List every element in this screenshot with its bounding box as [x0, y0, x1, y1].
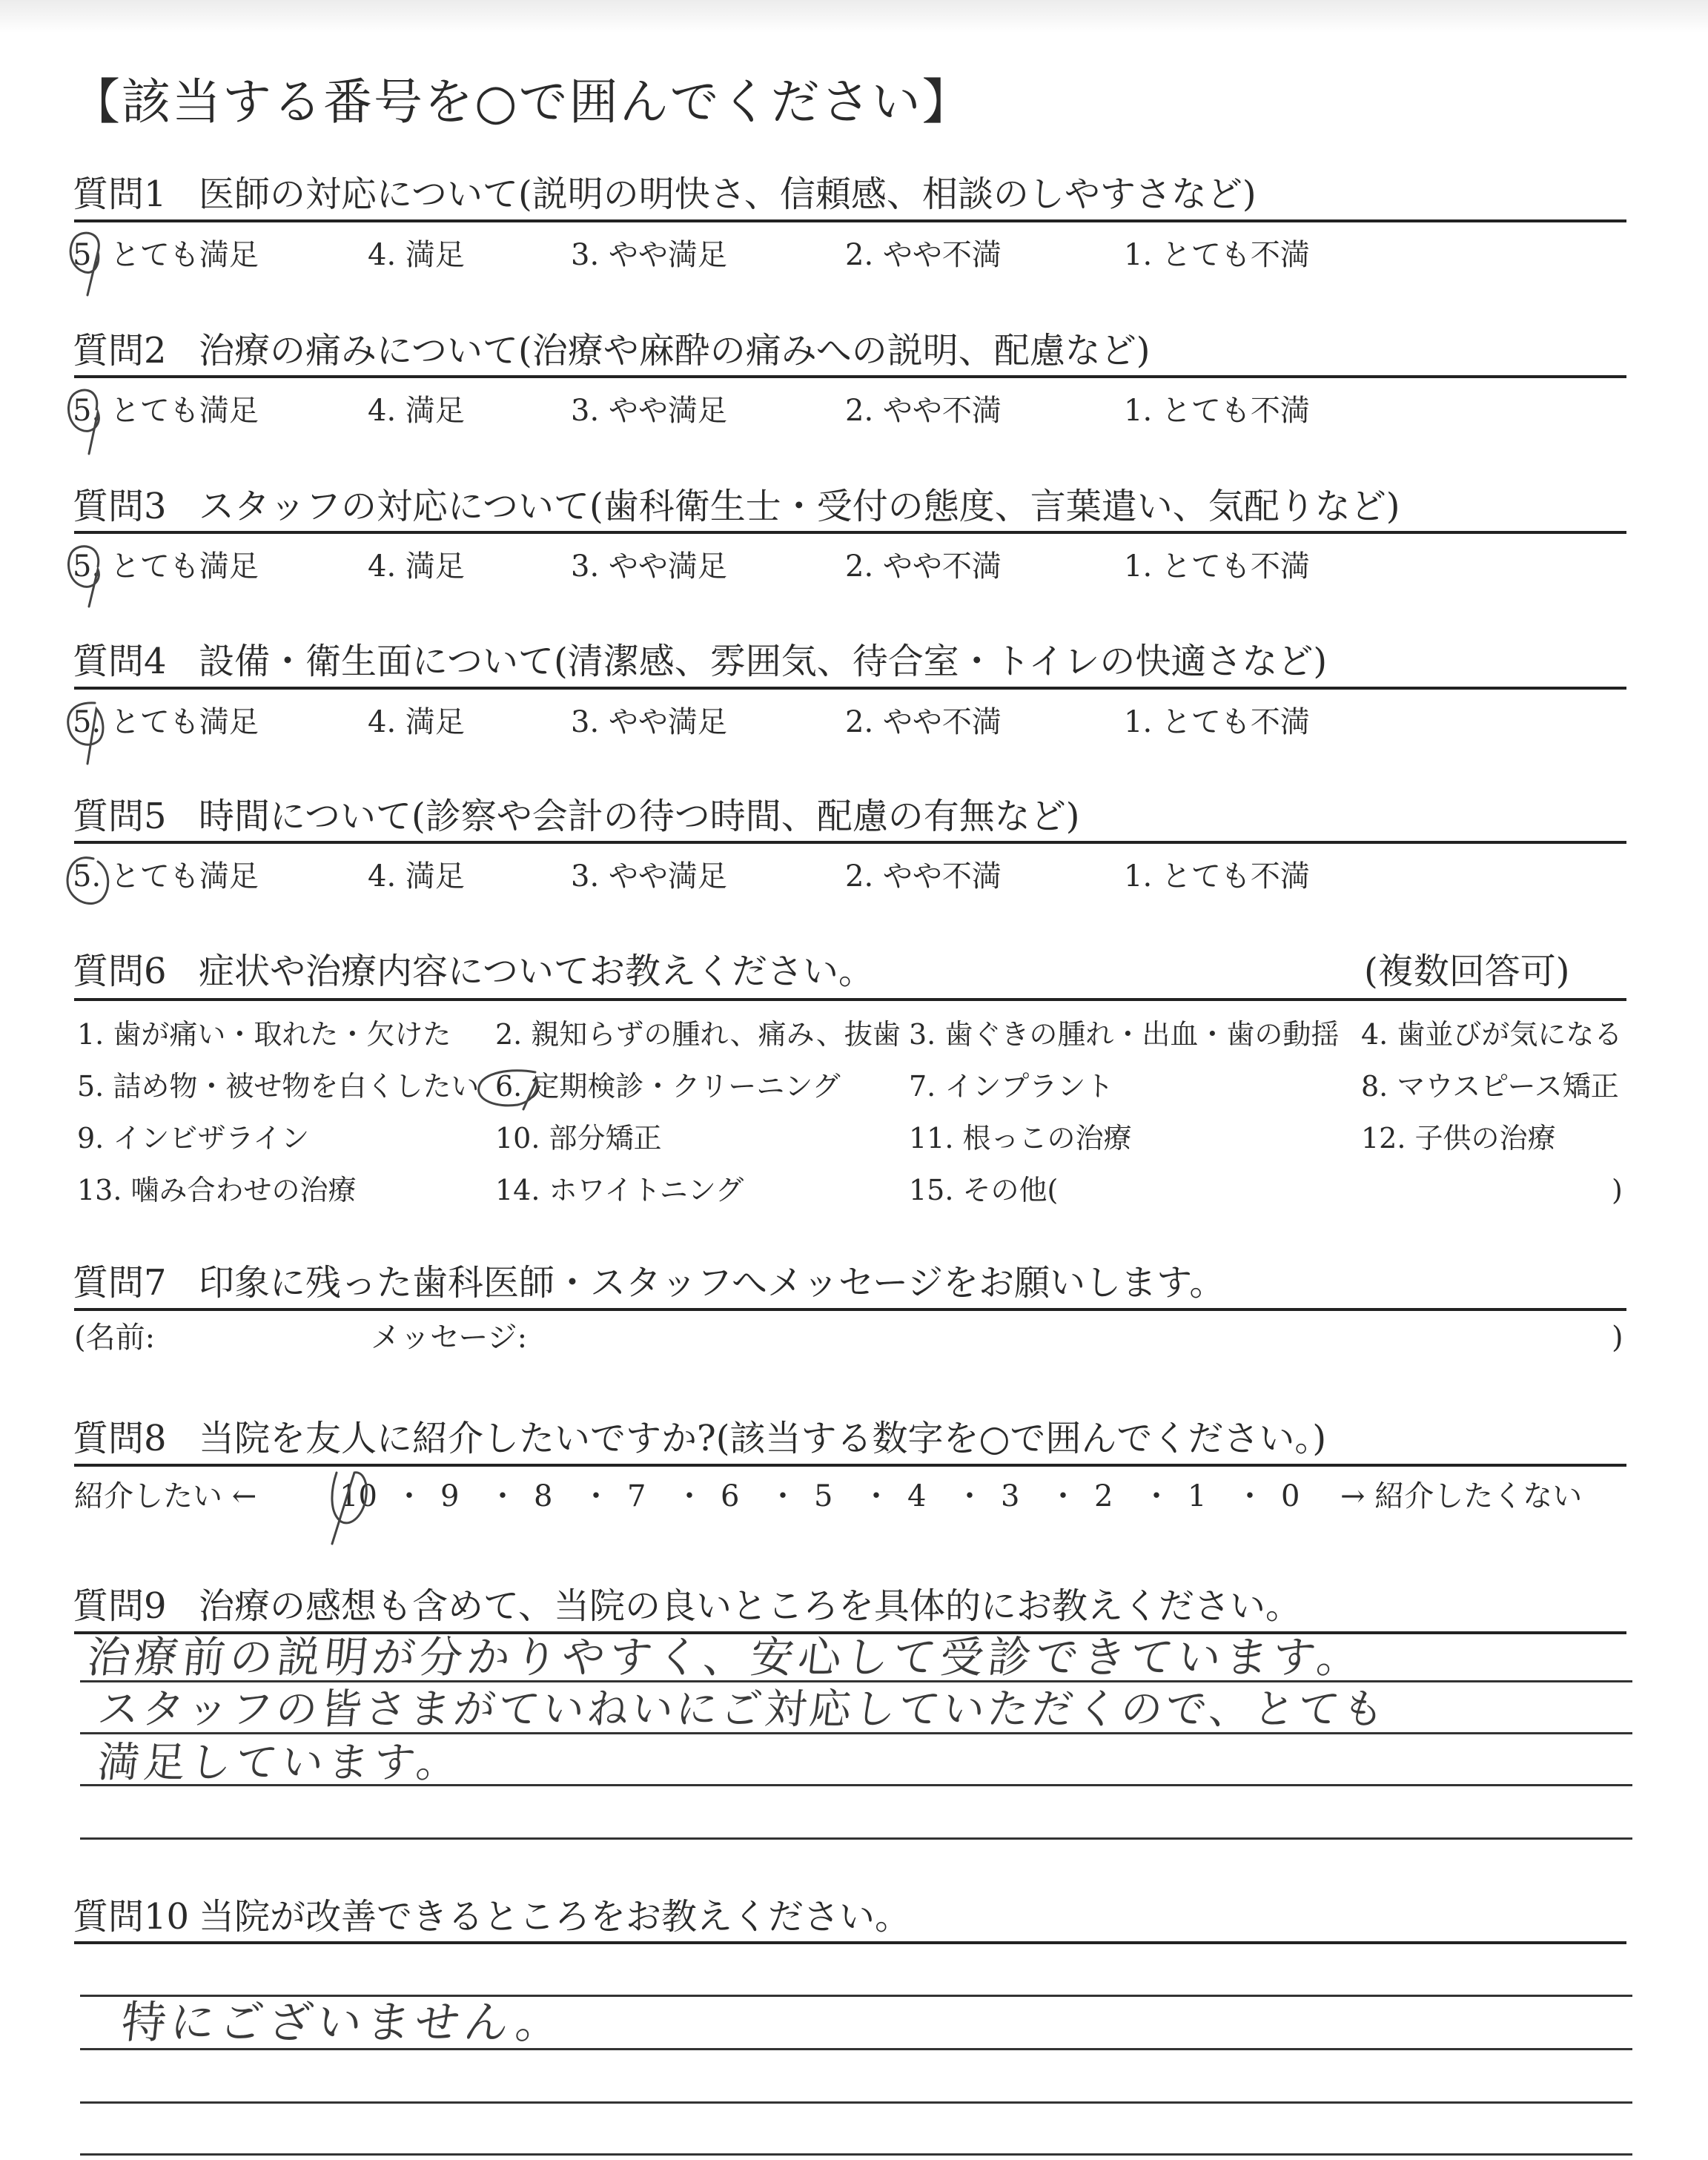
- score-1[interactable]: 1: [1188, 1479, 1207, 1513]
- selection-circle-q8: [332, 1473, 366, 1544]
- option-2[interactable]: 2. やや不満: [845, 549, 1002, 584]
- q6-option-11[interactable]: 11. 根っこの治療: [909, 1122, 1132, 1155]
- q6-option-12[interactable]: 12. 子供の治療: [1361, 1122, 1556, 1155]
- option-3[interactable]: 3. やや満足: [571, 705, 727, 739]
- score-5[interactable]: 5: [814, 1479, 833, 1513]
- score-10[interactable]: 10: [340, 1479, 377, 1513]
- option-5[interactable]: 5. とても満足: [73, 394, 259, 428]
- score-separator: ・: [675, 1479, 704, 1513]
- q6-option-1[interactable]: 1. 歯が痛い・取れた・欠けた: [77, 1018, 451, 1051]
- selection-circle-q1: [70, 233, 99, 295]
- question-number: 質問9: [73, 1585, 167, 1627]
- option-5[interactable]: 5. とても満足: [73, 859, 259, 894]
- q6-option-9[interactable]: 9. インビザライン: [77, 1122, 310, 1155]
- option-2[interactable]: 2. やや不満: [845, 705, 1002, 739]
- question-number: 質問10: [73, 1896, 190, 1938]
- question-number: 質問3: [73, 486, 167, 527]
- message-label: メッセージ:: [371, 1321, 528, 1355]
- question-number: 質問1: [73, 174, 167, 215]
- question-text: 当院を友人に紹介したいですか?(該当する数字を○で囲んでください。): [199, 1418, 1327, 1459]
- score-4[interactable]: 4: [907, 1479, 927, 1513]
- option-3[interactable]: 3. やや満足: [571, 394, 727, 428]
- score-7[interactable]: 7: [627, 1479, 646, 1513]
- score-separator: ・: [768, 1479, 798, 1513]
- score-separator: ・: [1142, 1479, 1171, 1513]
- option-4[interactable]: 4. 満足: [368, 238, 465, 272]
- question-text: スタッフの対応について(歯科衛生士・受付の態度、言葉遣い、気配りなど): [199, 486, 1400, 527]
- score-2[interactable]: 2: [1094, 1479, 1113, 1513]
- question-number: 質問7: [73, 1262, 167, 1304]
- option-1[interactable]: 1. とても不満: [1124, 859, 1310, 894]
- score-separator: ・: [581, 1479, 611, 1513]
- q6-option-3[interactable]: 3. 歯ぐきの腫れ・出血・歯の動揺: [909, 1018, 1340, 1051]
- score-9[interactable]: 9: [440, 1479, 460, 1513]
- score-separator: ・: [488, 1479, 517, 1513]
- option-4[interactable]: 4. 満足: [368, 394, 465, 428]
- q6-option-14[interactable]: 14. ホワイトニング: [495, 1174, 744, 1206]
- q6-option-2[interactable]: 2. 親知らずの腫れ、痛み、抜歯: [495, 1018, 901, 1051]
- score-separator: ・: [1235, 1479, 1265, 1513]
- selection-circle-q2: [68, 390, 99, 454]
- handwritten-answer-line[interactable]: 特にございません。: [119, 1997, 568, 2049]
- q6-option-6[interactable]: 6. 定期検診・クリーニング: [495, 1070, 841, 1103]
- selection-circle-q4: [68, 703, 103, 764]
- handwritten-answer-line[interactable]: 治療前の説明が分かりやすく、安心して受診できています。: [85, 1632, 1367, 1682]
- option-4[interactable]: 4. 満足: [368, 549, 465, 584]
- selection-circle-q5: [67, 858, 108, 904]
- q6-other-close-paren: ): [1612, 1174, 1623, 1206]
- question-text: 治療の痛みについて(治療や麻酔の痛みへの説明、配慮など): [199, 330, 1151, 371]
- selection-circle-q6: [479, 1071, 537, 1109]
- question-text: 治療の感想も含めて、当院の良いところを具体的にお教えください。: [199, 1585, 1302, 1627]
- q6-option-15[interactable]: 15. その他(: [909, 1174, 1059, 1206]
- question-number: 質問6: [73, 951, 167, 992]
- q6-option-13[interactable]: 13. 噛み合わせの治療: [77, 1174, 357, 1206]
- question-text: 医師の対応について(説明の明快さ、信頼感、相談のしやすさなど): [199, 174, 1257, 215]
- option-2[interactable]: 2. やや不満: [845, 238, 1002, 272]
- option-2[interactable]: 2. やや不満: [845, 394, 1002, 428]
- score-0[interactable]: 0: [1281, 1479, 1300, 1513]
- q6-option-5[interactable]: 5. 詰め物・被せ物を白くしたい: [77, 1070, 480, 1103]
- score-3[interactable]: 3: [1001, 1479, 1020, 1513]
- option-3[interactable]: 3. やや満足: [571, 549, 727, 584]
- question-number: 質問4: [73, 641, 167, 682]
- handwritten-answer-line[interactable]: スタッフの皆さまがていねいにご対応していただくので、とても: [95, 1685, 1390, 1734]
- name-label: (名前:: [74, 1321, 156, 1355]
- score-8[interactable]: 8: [534, 1479, 553, 1513]
- option-1[interactable]: 1. とても不満: [1124, 394, 1310, 428]
- q6-option-7[interactable]: 7. インプラント: [909, 1070, 1114, 1103]
- recommend-right-label: → 紹介したくない: [1340, 1479, 1583, 1513]
- score-separator: ・: [1048, 1479, 1078, 1513]
- option-4[interactable]: 4. 満足: [368, 705, 465, 739]
- message-close-paren: ): [1612, 1321, 1623, 1355]
- recommend-left-label: 紹介したい ←: [74, 1479, 257, 1513]
- option-2[interactable]: 2. やや不満: [845, 859, 1002, 894]
- handwritten-answer-line[interactable]: 満足しています。: [95, 1739, 465, 1787]
- score-separator: ・: [955, 1479, 984, 1513]
- score-separator: ・: [394, 1479, 424, 1513]
- q6-option-8[interactable]: 8. マウスピース矯正: [1361, 1070, 1619, 1103]
- option-1[interactable]: 1. とても不満: [1124, 549, 1310, 584]
- q6-option-10[interactable]: 10. 部分矯正: [495, 1122, 662, 1155]
- option-3[interactable]: 3. やや満足: [571, 859, 727, 894]
- q6-option-4[interactable]: 4. 歯並びが気になる: [1361, 1018, 1623, 1051]
- question-text: 症状や治療内容についてお教えください。: [199, 951, 875, 992]
- option-5[interactable]: 5. とても満足: [73, 238, 259, 272]
- score-6[interactable]: 6: [721, 1479, 740, 1513]
- score-separator: ・: [861, 1479, 891, 1513]
- multiple-answer-note: (複数回答可): [1364, 951, 1570, 992]
- question-text: 当院が改善できるところをお教えください。: [199, 1896, 911, 1938]
- question-text: 印象に残った歯科医師・スタッフへメッセージをお願いします。: [199, 1262, 1225, 1304]
- option-5[interactable]: 5. とても満足: [73, 705, 259, 739]
- question-text: 設備・衛生面について(清潔感、雰囲気、待合室・トイレの快適さなど): [199, 641, 1328, 682]
- option-5[interactable]: 5. とても満足: [73, 549, 259, 584]
- selection-circle-q3: [68, 546, 99, 607]
- question-number: 質問5: [73, 796, 167, 837]
- question-number: 質問8: [73, 1418, 167, 1459]
- option-3[interactable]: 3. やや満足: [571, 238, 727, 272]
- option-1[interactable]: 1. とても不満: [1124, 238, 1310, 272]
- option-1[interactable]: 1. とても不満: [1124, 705, 1310, 739]
- option-4[interactable]: 4. 満足: [368, 859, 465, 894]
- question-text: 時間について(診察や会計の待つ時間、配慮の有無など): [199, 796, 1080, 837]
- form-header: 【該当する番号を○で囲んでください】: [71, 73, 973, 131]
- question-number: 質問2: [73, 330, 167, 371]
